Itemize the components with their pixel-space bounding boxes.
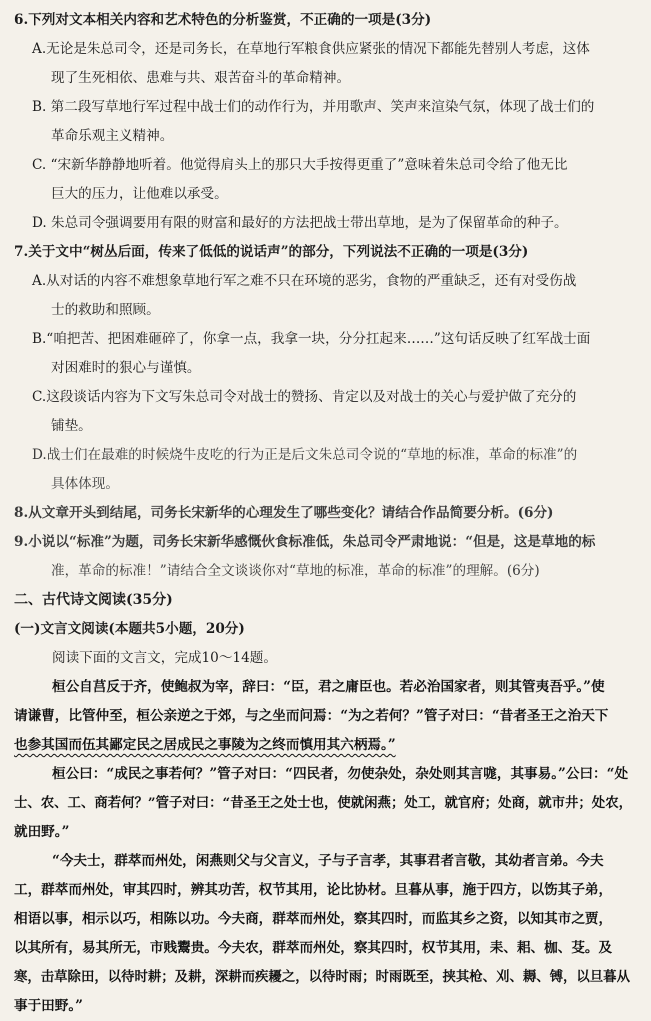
text-line: C. “宋新华静静地听着。他觉得肩头上的那只大手按得更重了”意味着朱总司令给了他无比 (32, 157, 568, 173)
text-line: B.“咱把苦、把困难砸碎了，你拿一点，我拿一块，分分扛起来……”这句话反映了红军战士面 (32, 331, 591, 347)
text-line: 6.下列对文本相关内容和艺术特色的分析鉴赏，不正确的一项是(3分) (14, 12, 432, 28)
text-line: 阅读下面的文言文，完成10～14题。 (52, 650, 277, 666)
text-line: 9.小说以“标准”为题，司务长宋新华感慨伙食标准低，朱总司令严肃地说：“但是，这是草地的标 (14, 534, 596, 550)
text-line: 也参其国而伍其鄙定民之居成民之事陵为之终而慎用其六柄焉。” (14, 737, 396, 753)
text-line: 现了生死相依、患难与共、艰苦奋斗的革命精神。 (51, 70, 351, 86)
text-line: 士、农、工、商若何？”管子对曰：“昔圣王之处士也，使就闲燕；处工，就官府；处商，就市井；处农， (14, 795, 632, 811)
text-line: D.战士们在最难的时候烧牛皮吃的行为正是后文朱总司令说的“草地的标准，革命的标准”的 (32, 447, 578, 463)
text-line: 桓公自莒反于齐，使鲍叔为宰，辞曰：“臣，君之庸臣也。若必治国家者，则其管夷吾乎。”使 (52, 679, 605, 695)
text-line: (一)文言文阅读(本题共5小题，20分) (14, 621, 245, 637)
text-line: 事于田野。” (14, 998, 83, 1014)
text-line: 寒，击草除田，以待时耕；及耕，深耕而疾耰之，以待时雨；时雨既至，挟其枪、刈、耨、镈，以旦暮从 (14, 969, 630, 985)
text-line: B. 第二段写草地行军过程中战士们的动作行为，并用歌声、笑声来渲染气氛，体现了战士们的 (32, 99, 595, 115)
text-line: 对困难时的狠心与谨慎。 (51, 360, 201, 376)
text-line: 请谦曹，比管仲至，桓公亲逆之于郊，与之坐而问焉：“为之若何？”管子对曰：“昔者圣王之治天下 (14, 708, 609, 724)
text-line: 以其所有，易其所无，市贱鬻贵。今夫农，群萃而州处，察其四时，权节其用，耒、耜、枷、芟。及 (14, 940, 613, 956)
text-line: 具体体现。 (51, 476, 119, 492)
text-line: 革命乐观主义精神。 (51, 128, 174, 144)
text-line: C.这段谈话内容为下文写朱总司令对战士的赞扬、肯定以及对战士的关心与爱护做了充分的 (32, 389, 577, 405)
text-line: 8.从文章开头到结尾，司务长宋新华的心理发生了哪些变化？请结合作品简要分析。(6分) (14, 505, 554, 521)
text-line: D. 朱总司令强调要用有限的财富和最好的方法把战士带出草地，是为了保留革命的种子。 (32, 215, 568, 231)
text-line: 7.关于文中“树丛后面，传来了低低的说话声”的部分，下列说法不正确的一项是(3分) (14, 244, 529, 260)
text-line: 铺垫。 (51, 418, 92, 434)
text-line: 士的救助和照顾。 (51, 302, 160, 318)
text-line: 巨大的压力，让他难以承受。 (51, 186, 228, 202)
text-line: 二、古代诗文阅读(35分) (14, 592, 173, 608)
text-line: 工，群萃而州处，审其四时，辨其功苦，权节其用，论比协材。旦暮从事，施于四方，以饬其子弟， (14, 882, 613, 898)
text-line: “今夫士，群萃而州处，闲燕则父与父言义，子与子言孝，其事君者言敬，其幼者言弟。今夫 (52, 853, 604, 869)
text-line: 桓公曰：“成民之事若何？”管子对曰：“四民者，勿使杂处，杂处则其言哤，其事易。”公曰：“处 (52, 766, 629, 782)
text-line: A.从对话的内容不难想象草地行军之难不只在环境的恶劣，食物的严重缺乏，还有对受伤战 (32, 273, 577, 289)
text-line: 就田野。” (14, 824, 70, 840)
text-line: A.无论是朱总司令，还是司务长，在草地行军粮食供应紧张的情况下都能先替别人考虑，这体 (32, 41, 590, 57)
text-line: 相语以事，相示以巧，相陈以功。今夫商，群萃而州处，察其四时，而监其乡之资，以知其市之贾， (14, 911, 613, 927)
text-line: 准，革命的标准！”请结合全文谈谈你对“草地的标准，革命的标准”的理解。(6分) (51, 563, 540, 579)
